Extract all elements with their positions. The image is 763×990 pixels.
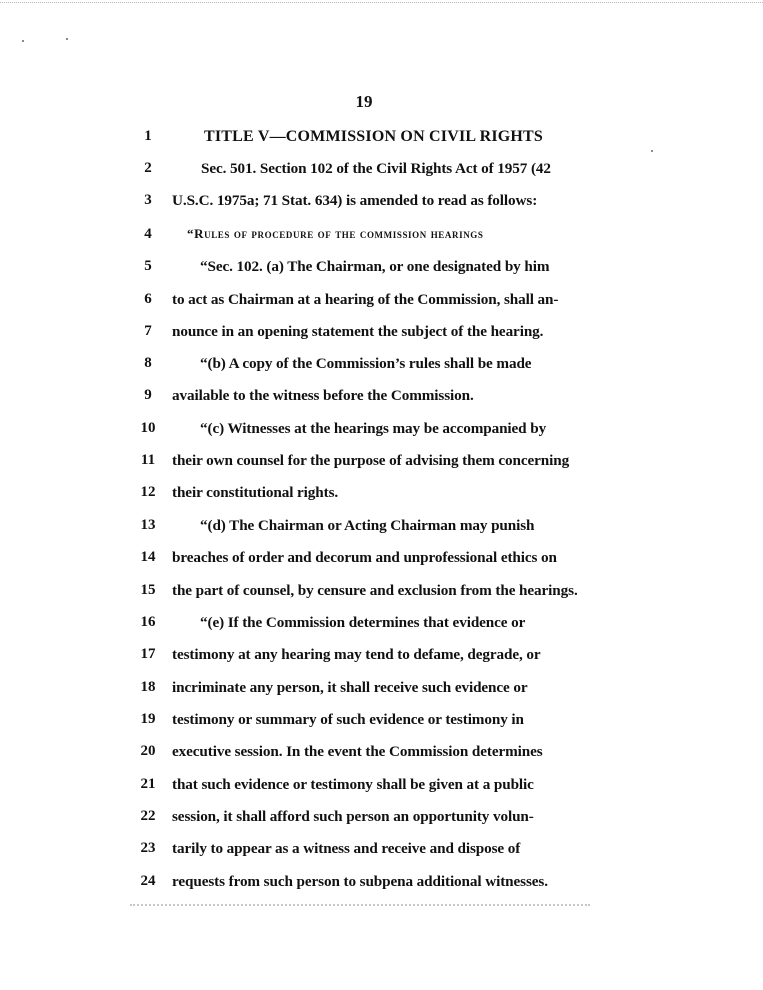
- line-text: requests from such person to subpena additional witnesses.: [172, 873, 548, 890]
- line-text: their own counsel for the purpose of advising them concerning: [172, 452, 570, 469]
- line-number: 16: [140, 614, 156, 630]
- line-number: 8: [144, 355, 152, 371]
- line-number: 19: [140, 711, 156, 727]
- line-text: “(e) If the Commission determines that evidence or: [200, 614, 526, 631]
- document-line: [0, 420, 763, 444]
- document-line: [0, 128, 763, 152]
- line-number: 20: [140, 743, 156, 759]
- line-number: 3: [144, 192, 152, 208]
- line-number: 10: [140, 420, 156, 436]
- line-text: session, it shall afford such person an opportunity volun-: [172, 808, 534, 825]
- scan-noise: [130, 904, 590, 906]
- document-line: [0, 387, 763, 411]
- line-number: 17: [140, 646, 156, 662]
- page-number: 19: [355, 92, 373, 111]
- line-number: 15: [140, 582, 156, 598]
- line-number: 11: [140, 452, 156, 468]
- document-line: [0, 808, 763, 832]
- document-line: [0, 614, 763, 638]
- line-number: 22: [140, 808, 156, 824]
- line-text: “Sec. 102. (a) The Chairman, or one designated by him: [200, 258, 550, 275]
- line-text: “(d) The Chairman or Acting Chairman may punish: [200, 517, 535, 534]
- document-line: [0, 873, 763, 897]
- line-text: “(c) Witnesses at the hearings may be accompanied by: [200, 420, 547, 437]
- document-line: [0, 646, 763, 670]
- line-text: breaches of order and decorum and unprofessional ethics on: [172, 549, 557, 566]
- document-line: [0, 355, 763, 379]
- line-number: 21: [140, 776, 156, 792]
- document-line: [0, 192, 763, 216]
- line-text: the part of counsel, by censure and exclusion from the hearings.: [172, 582, 578, 599]
- document-line: [0, 160, 763, 184]
- line-number: 7: [144, 323, 152, 339]
- section-title: TITLE V—COMMISSION ON CIVIL RIGHTS: [204, 128, 544, 145]
- line-number: 9: [144, 387, 152, 403]
- document-line: [0, 452, 763, 476]
- document-line: [0, 484, 763, 508]
- document-line: [0, 711, 763, 735]
- line-number: 2: [144, 160, 152, 176]
- line-number: 18: [140, 679, 156, 695]
- line-text: that such evidence or testimony shall be given at a public: [172, 776, 534, 793]
- line-text: to act as Chairman at a hearing of the Commission, shall an-: [172, 291, 559, 308]
- scan-speck: [22, 40, 24, 42]
- line-text: nounce in an opening statement the subject of the hearing.: [172, 323, 544, 340]
- line-number: 23: [140, 840, 156, 856]
- line-number: 4: [144, 226, 152, 242]
- line-number: 12: [140, 484, 156, 500]
- document-line: [0, 840, 763, 864]
- document-line: [0, 226, 763, 250]
- line-text: executive session. In the event the Commission determines: [172, 743, 543, 760]
- top-scan-border: [0, 2, 763, 3]
- document-line: [0, 291, 763, 315]
- line-text: U.S.C. 1975a; 71 Stat. 634) is amended to read as follows:: [172, 192, 538, 209]
- line-text: incriminate any person, it shall receive such evidence or: [172, 679, 528, 696]
- line-number: 1: [144, 128, 152, 144]
- line-number: 14: [140, 549, 156, 565]
- line-text: testimony or summary of such evidence or testimony in: [172, 711, 524, 728]
- line-text: Sec. 501. Section 102 of the Civil Rights Act of 1957 (42: [201, 160, 551, 177]
- line-text: testimony at any hearing may tend to defame, degrade, or: [172, 646, 541, 663]
- document-line: [0, 582, 763, 606]
- line-number: 6: [144, 291, 152, 307]
- line-text: their constitutional rights.: [172, 484, 339, 501]
- document-line: [0, 549, 763, 573]
- subsection-heading: “Rules of procedure of the commission hearings: [187, 226, 484, 241]
- line-number: 24: [140, 873, 156, 889]
- document-line: [0, 743, 763, 767]
- document-line: [0, 776, 763, 800]
- line-text: “(b) A copy of the Commission’s rules shall be made: [200, 355, 532, 372]
- document-line: [0, 517, 763, 541]
- document-line: [0, 258, 763, 282]
- line-text: tarily to appear as a witness and receive and dispose of: [172, 840, 521, 857]
- document-line: [0, 323, 763, 347]
- document-line: [0, 679, 763, 703]
- line-text: available to the witness before the Commission.: [172, 387, 474, 404]
- line-number: 13: [140, 517, 156, 533]
- scan-speck: [66, 38, 68, 40]
- line-number: 5: [144, 258, 152, 274]
